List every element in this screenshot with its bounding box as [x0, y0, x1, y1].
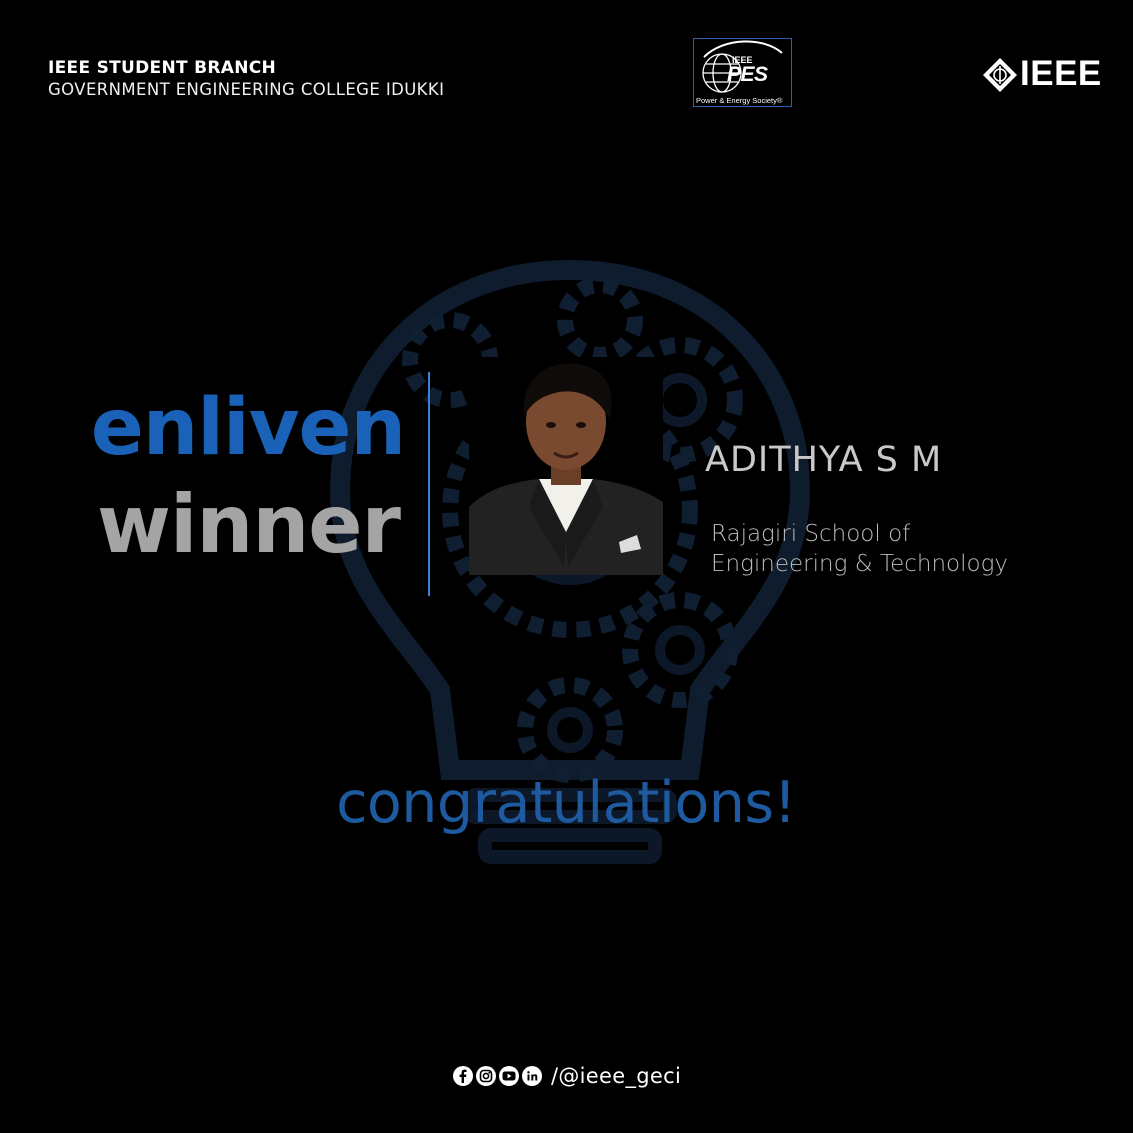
winner-college-line1: Rajagiri School of [711, 521, 911, 547]
winner-college [711, 519, 1041, 579]
ieee-diamond-icon [982, 57, 1018, 93]
ieee-logo-wordmark: IEEE [1020, 54, 1102, 93]
event-name: enliven [90, 383, 405, 473]
congratulations-message: congratulations! [336, 770, 796, 836]
winner-college-line2: Engineering & Technology [711, 551, 1009, 577]
instagram-icon[interactable] [476, 1066, 496, 1086]
divider-line [428, 372, 430, 596]
linkedin-icon[interactable] [522, 1066, 542, 1086]
ieee-logo [982, 55, 1110, 93]
facebook-icon[interactable] [453, 1066, 473, 1086]
social-footer [453, 1063, 681, 1089]
pes-logo-tagline: Power & Energy Society® [696, 96, 783, 105]
social-handle[interactable]: /@ieee_geci [551, 1064, 682, 1088]
pes-logo-ieee: IEEE [732, 55, 753, 65]
award-title: winner [97, 478, 400, 571]
winner-photo [469, 357, 663, 575]
college-name: GOVERNMENT ENGINEERING COLLEGE IDUKKI [48, 80, 445, 99]
ieee-pes-logo [693, 38, 792, 107]
pes-logo-wordmark: PES [727, 63, 768, 86]
branch-title: IEEE STUDENT BRANCH [48, 58, 277, 78]
winner-name: ADITHYA S M [705, 440, 943, 480]
student-branch-heading [48, 58, 444, 101]
youtube-icon[interactable] [499, 1066, 519, 1086]
